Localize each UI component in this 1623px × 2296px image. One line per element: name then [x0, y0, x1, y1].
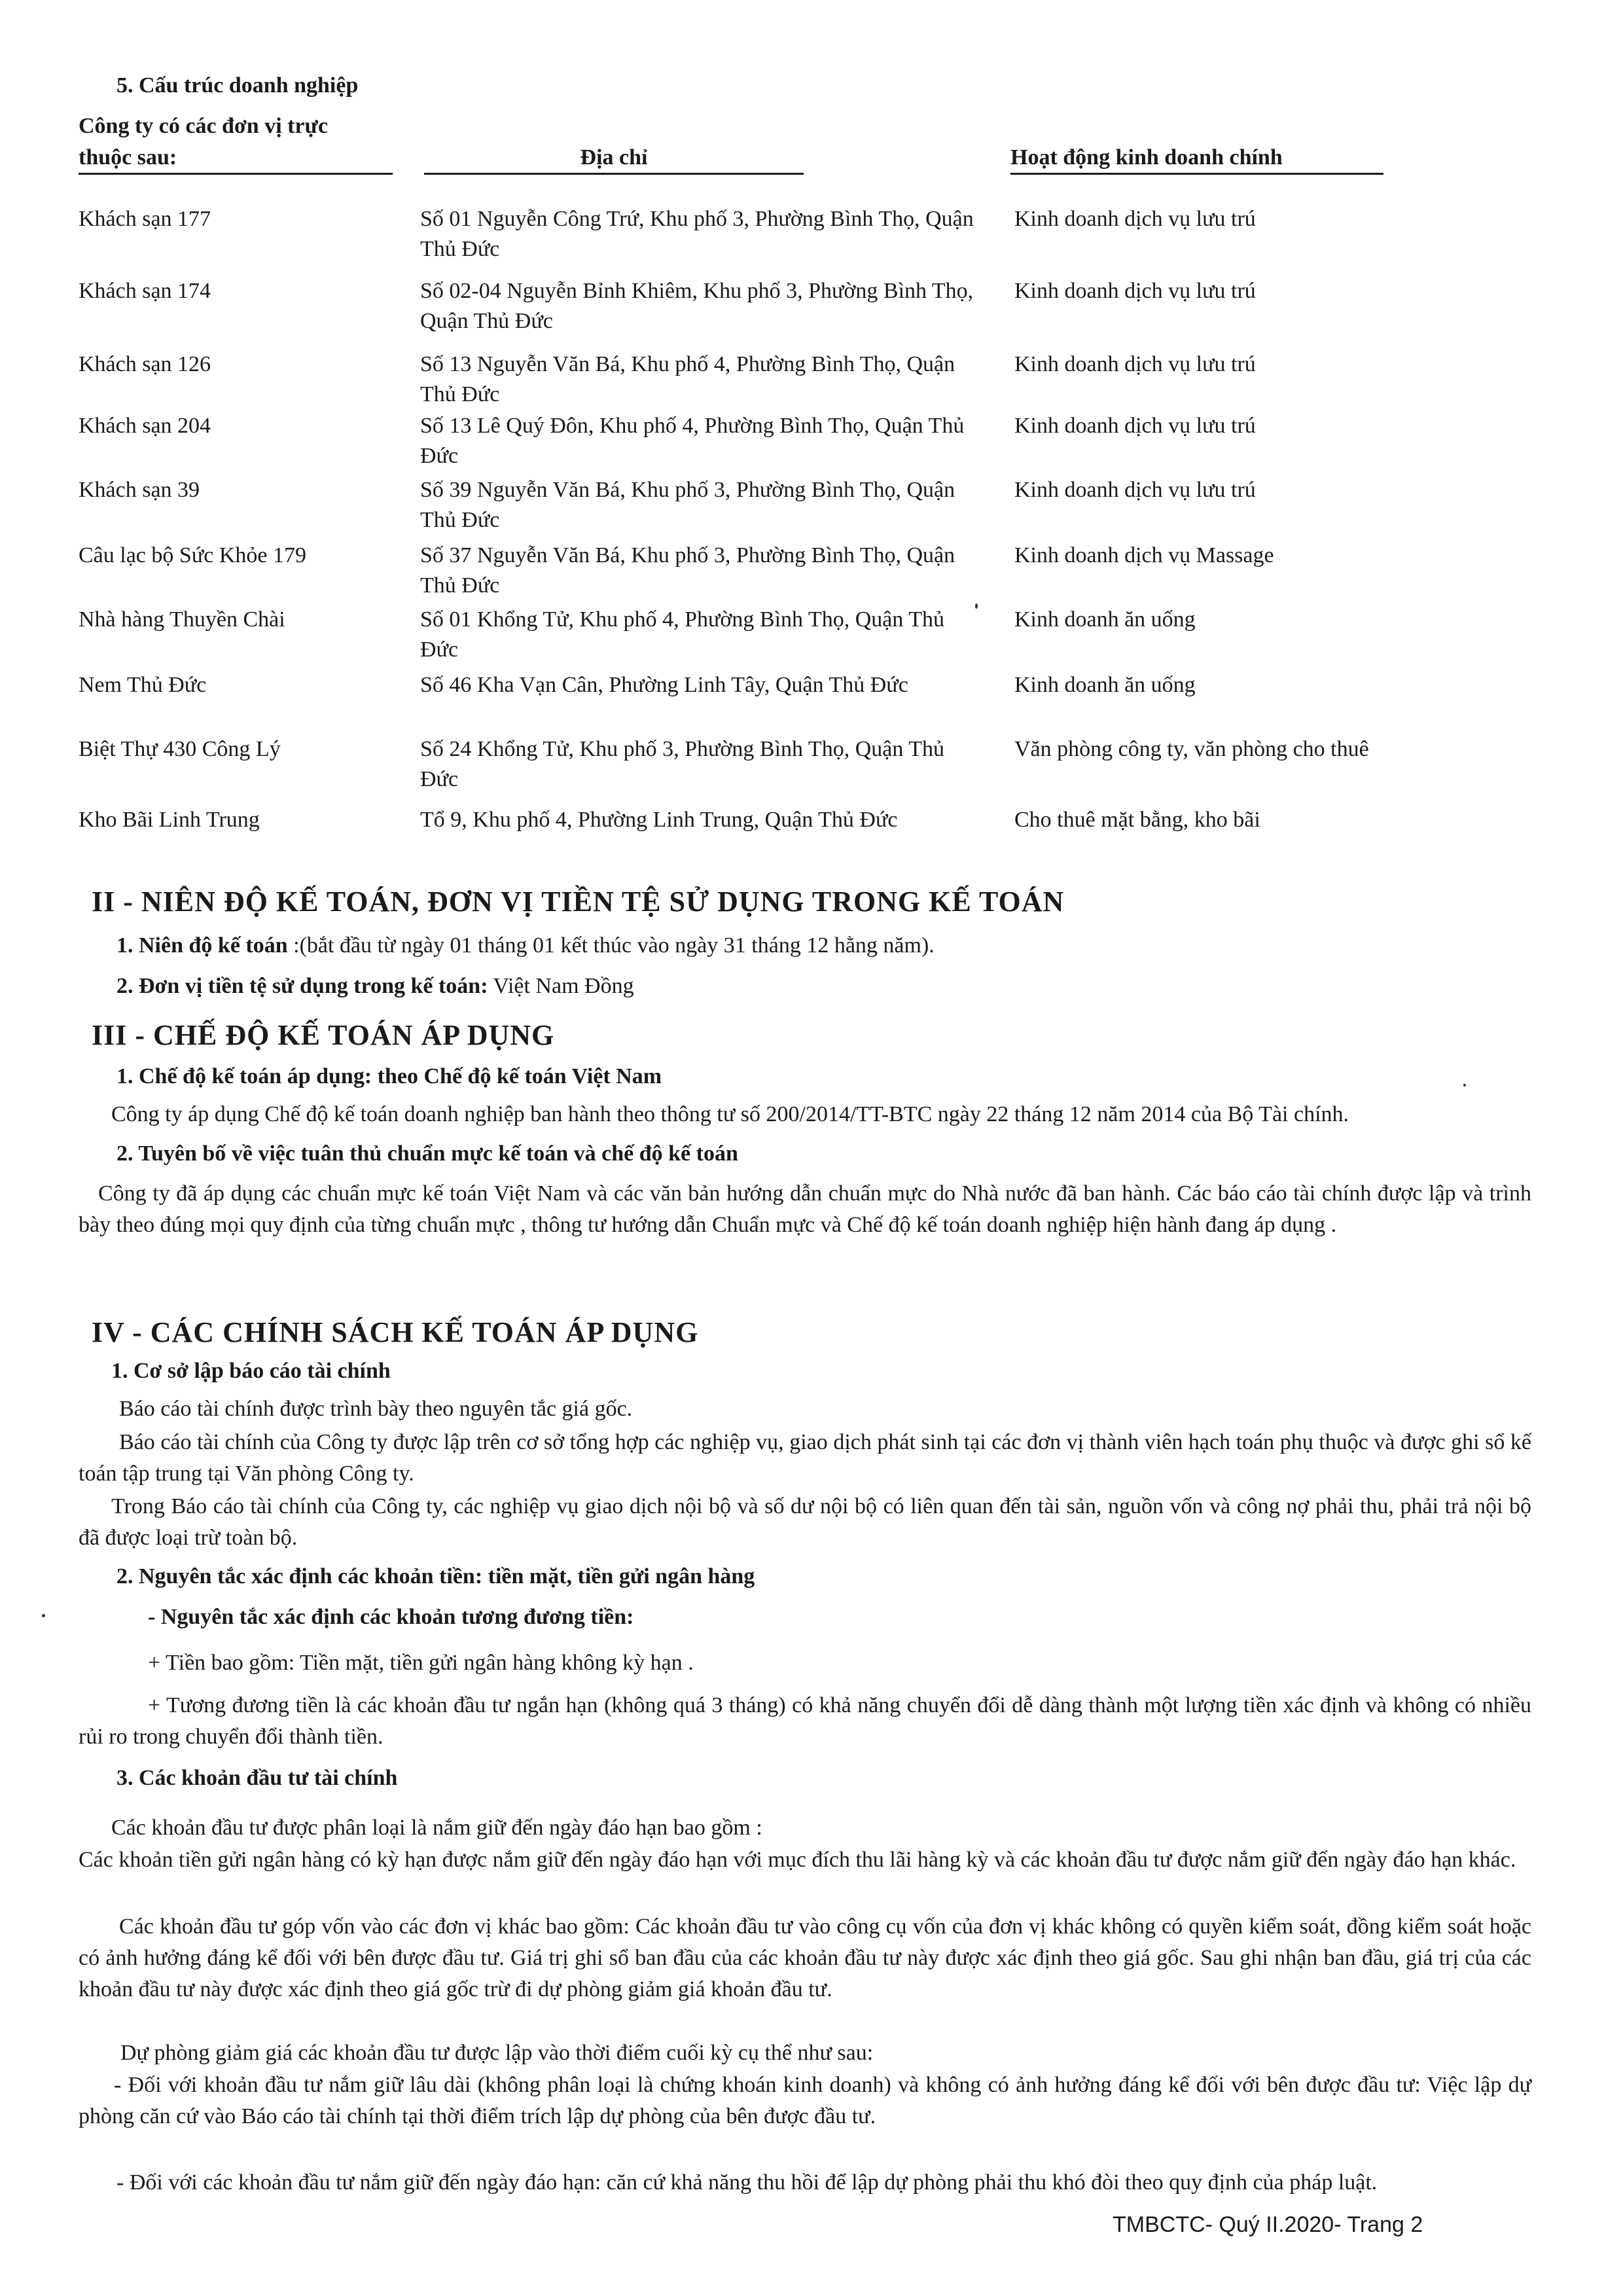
section4-s3-p5: - Đối với khoản đầu tư nắm giữ lâu dài (không phân loại là chứng khoán kinh doanh) và không có ảnh hưởng đáng kể đối với bên được đầu tư: Việc lập dự phòng căn cứ vào Báo cáo tài chính tại thời điểm trích lập dự phòng của bên được đầu tư.: [79, 2073, 1531, 2128]
section2-item2: [116, 971, 634, 1001]
col1-header: thuộc sau:: [79, 145, 393, 175]
unit-activity: Kinh doanh ăn uống: [1014, 673, 1196, 697]
scan-speck: [1463, 1084, 1466, 1086]
unit-activity: Kinh doanh ăn uống: [1014, 607, 1196, 632]
section4-s3-p3: Các khoản đầu tư góp vốn vào các đơn vị khác bao gồm: Các khoản đầu tư vào công cụ vốn của đơn vị khác không có quyền kiểm soát, đồng kiểm soát hoặc có ảnh hưởng đáng kể đối với bên được đầu tư. Giá trị ghi sổ ban đầu của các khoản đầu tư này được xác định theo giá gốc. Sau ghi nhận ban đầu, giá trị của các khoản đầu tư này được xác định theo giá gốc trừ đi dự phòng giảm giá khoản đầu tư.: [79, 1914, 1531, 2001]
structure-heading: 5. Cấu trúc doanh nghiệp: [116, 73, 359, 98]
unit-address: Tổ 9, Khu phố 4, Phường Linh Trung, Quận Thủ Đức: [420, 808, 898, 832]
unit-address: Số 24 Khổng Tử, Khu phố 3, Phường Bình Thọ, Quận Thủ Đức: [420, 737, 944, 791]
unit-name: Khách sạn 204: [79, 414, 211, 438]
unit-address: Số 01 Nguyễn Công Trứ, Khu phố 3, Phường Bình Thọ, Quận Thủ Đức: [420, 207, 974, 261]
section4-s1-p2: Báo cáo tài chính của Công ty được lập trên cơ sở tổng hợp các nghiệp vụ, giao dịch phát sinh tại các đơn vị thành viên hạch toán phụ thuộc và được ghi sổ kế toán tập trung tại Văn phòng Công ty.: [79, 1430, 1531, 1486]
section4-s2-p1: + Tiền bao gồm: Tiền mặt, tiền gửi ngân hàng không kỳ hạn .: [148, 1651, 694, 1675]
section4-s3-label: 3. Các khoản đầu tư tài chính: [116, 1766, 398, 1790]
section4-s3-p2: Các khoản tiền gửi ngân hàng có kỳ hạn được nắm giữ đến ngày đáo hạn với mục đích thu lãi hàng kỳ và các khoản đầu tư được nắm giữ đến ngày đáo hạn khác.: [79, 1848, 1516, 1872]
col2-header: Địa chỉ: [424, 145, 804, 175]
unit-name: Kho Bãi Linh Trung: [79, 808, 260, 832]
unit-activity: Cho thuê mặt bằng, kho bãi: [1014, 808, 1260, 832]
section3-item2-text: Công ty đã áp dụng các chuẩn mực kế toán Việt Nam và các văn bản hướng dẫn chuẩn mực do Nhà nước đã ban hành. Các báo cáo tài chính được lập và trình bày theo đúng mọi quy định của từng chuẩn mực , thông tư hướng dẫn Chuẩn mực và Chế độ kế toán doanh nghiệp hiện hành đang áp dụng .: [79, 1181, 1531, 1237]
section3-title: III - CHẾ ĐỘ KẾ TOÁN ÁP DỤNG: [92, 1019, 555, 1051]
page-footer: TMBCTC- Quý II.2020- Trang 2: [1113, 2212, 1423, 2237]
section2-item1-text: :(bắt đầu từ ngày 01 tháng 01 kết thúc vào ngày 31 tháng 12 hằng năm).: [287, 933, 935, 958]
section2-item1-label: 1. Niên độ kế toán: [116, 933, 288, 958]
unit-activity: Kinh doanh dịch vụ lưu trú: [1014, 207, 1256, 231]
section4-s3-p4: Dự phòng giảm giá các khoản đầu tư được lập vào thời điểm cuối kỳ cụ thể như sau:: [120, 2041, 874, 2065]
unit-name: Biệt Thự 430 Công Lý: [79, 737, 281, 761]
section4-s1-p3: Trong Báo cáo tài chính của Công ty, các nghiệp vụ giao dịch nội bộ và số dư nội bộ có liên quan đến tài sản, nguồn vốn và công nợ phải thu, phải trả nội bộ đã được loại trừ toàn bộ.: [79, 1494, 1531, 1550]
section4-s2-sub: - Nguyên tắc xác định các khoản tương đương tiền:: [148, 1605, 634, 1629]
unit-address: Số 02-04 Nguyễn Bỉnh Khiêm, Khu phố 3, Phường Bình Thọ, Quận Thủ Đức: [420, 279, 974, 333]
section2-item1: [116, 931, 935, 961]
col3-header: Hoạt động kinh doanh chính: [1010, 145, 1383, 175]
unit-name: Nhà hàng Thuyền Chài: [79, 607, 285, 632]
section2-item2-label: 2. Đơn vị tiền tệ sử dụng trong kế toán:: [116, 974, 488, 998]
section3-item2-label: 2. Tuyên bố về việc tuân thủ chuẩn mực kế toán và chế độ kế toán: [116, 1141, 738, 1166]
unit-activity: Kinh doanh dịch vụ lưu trú: [1014, 352, 1256, 376]
unit-name: Câu lạc bộ Sức Khỏe 179: [79, 543, 306, 567]
section4-s3-p1: Các khoản đầu tư được phân loại là nắm giữ đến ngày đáo hạn bao gồm :: [111, 1816, 762, 1840]
unit-address: Số 13 Nguyễn Văn Bá, Khu phố 4, Phường Bình Thọ, Quận Thủ Đức: [420, 352, 955, 406]
section4-s3-p6: - Đối với các khoản đầu tư nắm giữ đến ngày đáo hạn: căn cứ khả năng thu hồi để lập dự phòng phải thu khó đòi theo quy định của pháp luật.: [116, 2170, 1378, 2195]
section2-item2-text: Việt Nam Đồng: [488, 974, 634, 998]
unit-activity: Kinh doanh dịch vụ lưu trú: [1014, 414, 1256, 438]
scan-speck: [975, 603, 978, 609]
unit-address: Số 13 Lê Quý Đôn, Khu phố 4, Phường Bình Thọ, Quận Thủ Đức: [420, 414, 965, 468]
section3-item1-label: 1. Chế độ kế toán áp dụng: theo Chế độ kế toán Việt Nam: [116, 1064, 662, 1088]
section4-s2-label: 2. Nguyên tắc xác định các khoản tiền: tiền mặt, tiền gửi ngân hàng: [116, 1564, 755, 1588]
unit-activity: Kinh doanh dịch vụ lưu trú: [1014, 279, 1256, 303]
section4-s1-p1: Báo cáo tài chính được trình bày theo nguyên tắc giá gốc.: [119, 1397, 633, 1421]
col1-header-line1: Công ty có các đơn vị trực: [79, 114, 329, 138]
unit-activity: Kinh doanh dịch vụ lưu trú: [1014, 478, 1256, 502]
section4-s1-label: 1. Cơ sở lập báo cáo tài chính: [111, 1359, 391, 1383]
unit-address: Số 46 Kha Vạn Cân, Phường Linh Tây, Quận Thủ Đức: [420, 673, 908, 697]
scan-speck: [42, 1614, 45, 1617]
unit-name: Khách sạn 126: [79, 352, 211, 376]
section4-title: IV - CÁC CHÍNH SÁCH KẾ TOÁN ÁP DỤNG: [92, 1316, 699, 1348]
unit-name: Khách sạn 174: [79, 279, 211, 303]
unit-address: Số 39 Nguyễn Văn Bá, Khu phố 3, Phường Bình Thọ, Quận Thủ Đức: [420, 478, 955, 532]
section4-s2-p2: + Tương đương tiền là các khoản đầu tư ngắn hạn (không quá 3 tháng) có khả năng chuyển đổi dễ dàng thành một lượng tiền xác định và không có nhiều rủi ro trong chuyển đổi thành tiền.: [79, 1693, 1531, 1749]
unit-address: Số 37 Nguyễn Văn Bá, Khu phố 3, Phường Bình Thọ, Quận Thủ Đức: [420, 543, 955, 598]
unit-name: Nem Thủ Đức: [79, 673, 207, 697]
unit-activity: Kinh doanh dịch vụ Massage: [1014, 543, 1274, 567]
unit-address: Số 01 Khổng Tử, Khu phố 4, Phường Bình Thọ, Quận Thủ Đức: [420, 607, 944, 662]
section3-item1-text: Công ty áp dụng Chế độ kế toán doanh nghiệp ban hành theo thông tư số 200/2014/TT-BTC ngày 22 tháng 12 năm 2014 của Bộ Tài chính.: [111, 1102, 1349, 1126]
unit-name: Khách sạn 177: [79, 207, 211, 231]
unit-name: Khách sạn 39: [79, 478, 200, 502]
section2-title: II - NIÊN ĐỘ KẾ TOÁN, ĐƠN VỊ TIỀN TỆ SỬ DỤNG TRONG KẾ TOÁN: [92, 886, 1065, 918]
unit-activity: Văn phòng công ty, văn phòng cho thuê: [1014, 737, 1369, 761]
